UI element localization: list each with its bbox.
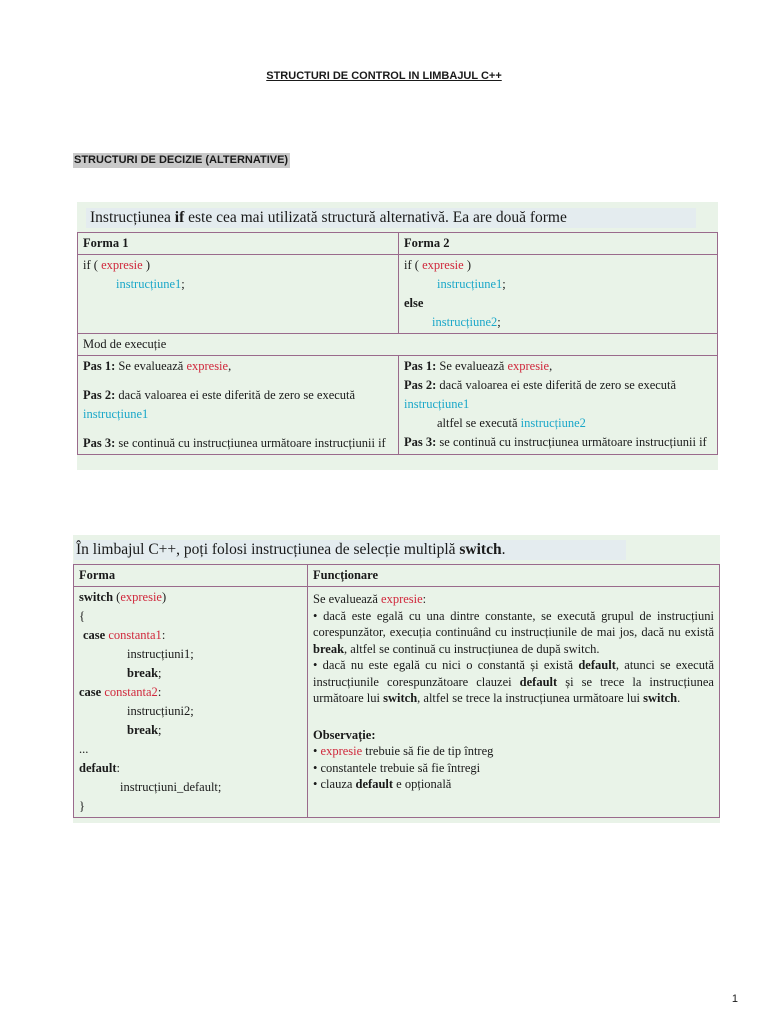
header-forma1: Forma 1 [78,233,399,255]
header-forma2: Forma 2 [399,233,718,255]
switch-table [73,564,720,818]
forma1-code: if ( expresie ) instrucțiune1; [78,255,399,334]
header-forma: Forma [74,565,308,587]
exec1-cell: Pas 1: Se evaluează expresie, Pas 2: dacă valoarea ei este diferită de zero se execută instrucțiune1 Pas 3: se continuă cu instrucțiunea următoare instrucțiunii if [78,356,399,455]
page-number: 1 [731,993,738,1005]
if-table-intro: Instrucțiunea if este cea mai utilizată structură alternativă. Ea are două forme [86,208,696,228]
if-table [77,232,718,455]
section-heading: STRUCTURI DE DECIZIE (ALTERNATIVE) [74,154,289,166]
switch-functionare: Se evaluează expresie: • dacă este egală cu una dintre constante, se execută grupul de instrucțiuni corespunzător, execuția continuând cu instrucțiunile de mai jos, dacă nu există break, altfel se continuă cu instrucțiunea de după switch. • dacă nu este egală cu nici o constantă și există default, atunci se execută instrucțiunile corespunzătoare clauzei default și se trece la instrucțiunea următoare lui switch, altfel se trece la instrucțiunea următoare lui switch. Observație: • expresie trebuie să fie de tip întreg • constantele trebuie să fie întregi • clauza default e opțională [308,587,720,818]
switch-code: switch (expresie) { case constanta1: instrucțiuni1; break; case constanta2: instrucțiuni2; break; ... default: instrucțiuni_default; } [74,587,308,818]
forma2-code: if ( expresie ) instrucțiune1; else instrucțiune2; [399,255,718,334]
document-title: STRUCTURI DE CONTROL IN LIMBAJUL C++ [266,70,502,82]
header-functionare: Funcționare [308,565,720,587]
exec2-cell: Pas 1: Se evaluează expresie, Pas 2: dacă valoarea ei este diferită de zero se execută instrucțiune1 altfel se execută instrucțiune2 Pas 3: se continuă cu instrucțiunea următoare instrucțiunii if [399,356,718,455]
mod-executie-header: Mod de execuție [78,334,718,356]
switch-table-intro: În limbajul C++, poți folosi instrucțiunea de selecție multiplă switch. [74,540,626,560]
